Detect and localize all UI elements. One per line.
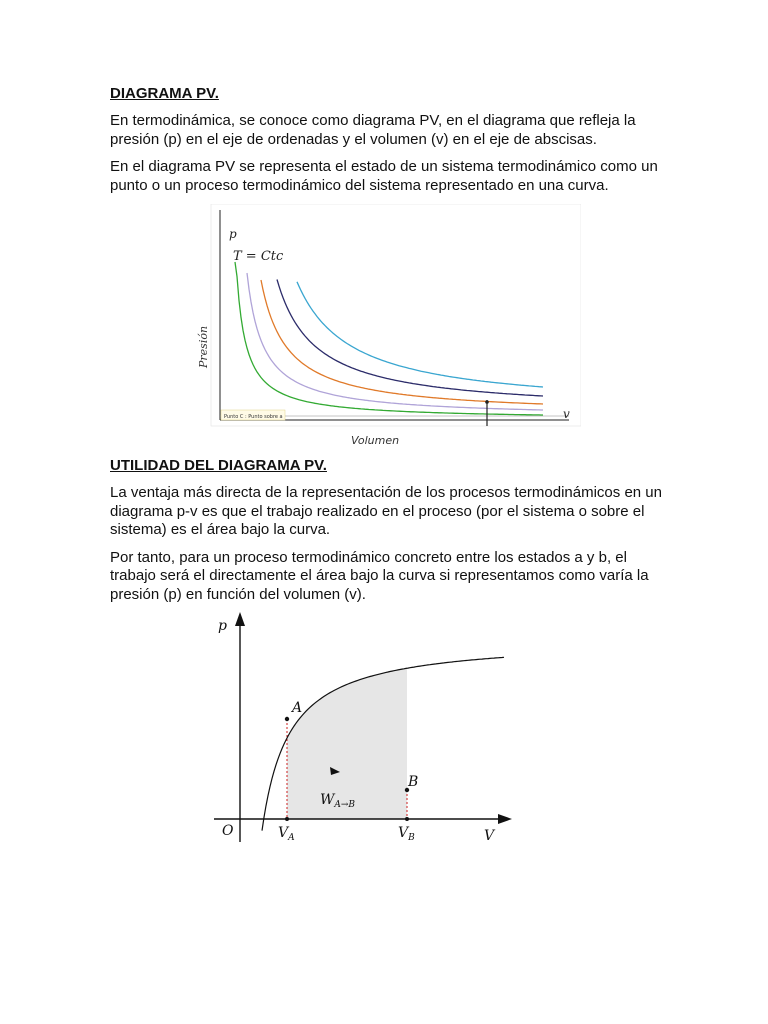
- isotherms-figure: [191, 204, 581, 450]
- va-label: $V_A$: [278, 825, 295, 843]
- section-diagrama-pv: [110, 84, 670, 204]
- point-a: [285, 717, 289, 721]
- vb-label: $V_B$: [398, 825, 415, 843]
- point-vb: [405, 817, 409, 821]
- work-area-figure: [200, 612, 520, 848]
- point-a-label: A: [292, 700, 303, 716]
- paragraph-representation: En el diagrama PV se representa el estado de un sistema termodinámico como un punto o un proceso termodinámico del sistema representado en una curva.: [110, 158, 658, 194]
- y-axis-arrow: [235, 612, 245, 626]
- x-axis-symbol: V: [484, 828, 495, 844]
- tooltip-text: Punto C : Punto sobre a: [224, 414, 283, 420]
- marker-point: [485, 400, 489, 404]
- paragraph-advantage: La ventaja más directa de la representación de los procesos termodinámicos en un diagrama p-v es que el trabajo realizado en el proceso (por el sistema o sobre el sistema) es el área bajo la curva.: [110, 484, 662, 538]
- heading-diagrama-pv: DIAGRAMA PV.: [110, 85, 219, 102]
- x-axis-label: Volumen: [351, 434, 400, 447]
- y-axis-symbol: p: [218, 618, 227, 634]
- y-axis-label: Presión: [197, 325, 210, 368]
- paragraph-work: Por tanto, para un proceso termodinámico concreto entre los estados a y b, el trabajo será el directamente el área bajo la curva si representamos como varía la presión (p) en función del volumen (v).: [110, 548, 649, 603]
- isotherm-annotation: T = Ctc: [233, 249, 284, 264]
- work-label: $W_{A\to B}$: [320, 792, 356, 810]
- y-axis-symbol: p: [229, 227, 237, 241]
- origin-label: O: [222, 823, 234, 839]
- x-axis-symbol: v: [563, 407, 570, 421]
- section-utilidad: [110, 456, 670, 613]
- heading-utilidad: UTILIDAD DEL DIAGRAMA PV.: [110, 457, 327, 474]
- x-axis-arrow: [498, 814, 512, 824]
- point-va: [285, 817, 289, 821]
- point-b-label: B: [408, 774, 419, 790]
- paragraph-definition: En termodinámica, se conoce como diagrama PV, en el diagrama que refleja la presión (p) en el eje de ordenadas y el volumen (v) en el eje de abscisas.: [110, 112, 636, 148]
- work-area: [287, 668, 407, 819]
